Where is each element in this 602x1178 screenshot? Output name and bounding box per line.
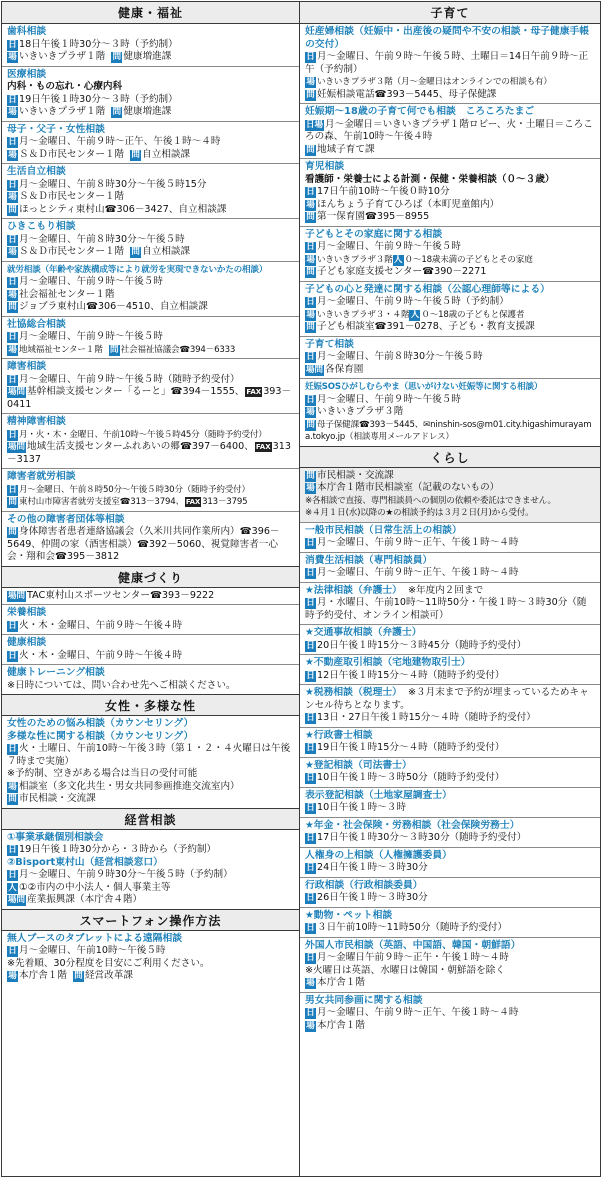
place-marker: 場 [8,107,17,117]
place-marker: 場 [306,77,315,87]
place-contact-marker: 場問 [8,387,26,397]
section-header-keiei: 経営相談 [2,808,299,830]
section-header-health: 健康・福祉 [2,2,299,24]
place-contact-marker: 場問 [8,590,26,601]
entry-date: 月～金曜日＝いきいきプラザ１階ロビー、火・土曜日＝ころころの森、午前10時～午後４時 [305,118,593,142]
contact-marker: 問 [8,302,17,312]
entry-place: 本庁舎１階 [317,977,365,988]
left-column [2,2,300,1176]
entry-title: 外国人市民相談（英語、中国語、韓国・朝鮮語） [305,939,521,951]
entry-note: ※先着順、30分程度を目安にご利用ください。 [7,957,210,969]
entry-seikatsu [2,164,299,219]
entry-fax: 393－0411 [7,386,292,410]
entry-title: ★法律相談（弁護士） [305,584,402,596]
fax-marker: FAX [246,388,262,396]
entry-ninsanpu [300,24,600,104]
person-marker: 人 [8,882,17,893]
entry-kotsu [300,625,600,655]
entry-title: 人権身の上相談（人権擁護委員） [305,849,452,861]
entry-place: TAC東村山スポーツセンター☎393－9222 [27,589,215,601]
entry-gyosei [300,728,600,758]
entry-contact: 子ども家庭支援センター☎390－2271 [317,266,487,277]
place-marker: 場 [8,289,17,300]
entry-shuro [2,262,299,317]
entry-sonota [2,512,299,566]
entry-josei [2,716,299,808]
date-marker: 日 [306,833,315,843]
entry-date: 10日午後１時～３時 [317,802,406,813]
place-marker: 場 [306,407,315,417]
entry-ikuji [300,159,600,227]
date-marker: 日 [306,568,315,578]
place-marker: 場 [306,309,315,320]
contact-marker: 問 [306,470,315,481]
entry-place: Ｓ＆Ｄ市民センター１階 [19,148,125,160]
entry-title: その他の障害者団体等相談 [7,513,125,525]
entry-title: ★税務相談（税理士） [305,687,402,698]
entry-title: ★年金・社会保険・労務相談（社会保険労務士） [305,819,520,831]
entry-fudosan [300,655,600,685]
place-marker: 場 [8,149,17,160]
entry-title: 妊娠SOSひがしむらやま（思いがけない妊娠等に関する相談） [305,382,543,392]
entry-smart [2,931,299,985]
place-contact-marker: 場問 [306,364,324,375]
entry-title: ★不動産取引相談（宅地建物取引士） [305,657,471,668]
entry-title: ひきこもり相談 [7,221,76,232]
entry-keiei [2,830,299,909]
entry-title: 行政相談（行政相談委員） [305,879,423,891]
date-marker: 日 [8,845,17,855]
entry-date: 月～金曜日、午前８時30分～午後５時15分 [19,178,207,190]
entry-contact: 妊娠相談電話☎393－5445、母子保健課 [317,88,497,100]
date-marker: 日 [306,538,315,548]
entry-contact: 市民相談・交流課 [19,793,96,804]
entry-contact: 地域子育て課 [317,143,375,155]
date-marker: 日 [8,744,17,754]
entry-date: 火・木・金曜日、午前９時～午後４時 [19,619,183,631]
entry-contact: 社会福祉協議会☎394－6333 [120,344,236,355]
place-marker: 場 [8,52,17,62]
date-marker: 日 [306,670,315,681]
entry-date: 月～金曜日、午前９時～午後５時 [317,393,461,405]
entry-contact: 経営改革課 [84,970,133,981]
entry-date: 月・水曜日、午前10時～11時50分・午後１時～３時30分（随時予約受付、オンライン相談可） [305,597,587,621]
entry-ippan [300,523,600,553]
entry-title-2: ②Bisport東村山（経営相談窓口） [7,856,163,868]
entry-date: 26日午後１時～３時30分 [317,892,428,903]
entry-shogai [2,359,299,414]
place-marker: 場 [8,344,17,355]
date-marker: 日 [306,187,315,197]
entry-shogai-shuro [2,469,299,512]
entry-person: ０～18歳未満の子どもとその家庭 [404,254,533,265]
fax-marker: FAX [185,498,201,506]
entry-contact: 母子保健課☎393－5445、✉ninshin-sos@m01.city.higashimurayama.tokyo.jp（相談専用メールアドレス） [305,419,592,442]
section-header-kenkou: 健康づくり [2,566,299,588]
date-marker: 日 [306,863,315,873]
entry-date: 月～金曜日、午前９時～午後５時 [19,276,163,287]
contact-marker: 問 [306,144,315,155]
contact-marker: 問 [306,322,315,332]
contact-marker: 問 [306,419,315,430]
entry-contact: 市民相談・交流課 [317,469,394,481]
date-marker: 日 [8,94,17,105]
entry-kodomo-katei [300,227,600,282]
entry-title: 無人ブースのタブレットによる遠隔相談 [7,932,183,944]
entry-title: 子どもの心と発達に関する相談（公認心理師等による） [305,283,550,295]
entry-title: ★登記相談（司法書士） [305,759,412,771]
entry-person: ０～18歳の子どもと保護者 [421,309,525,320]
entry-place: 地域福祉センター１階 [19,344,103,355]
entry-note: ※３月末まで予約が埋まっているためキャンセル待ちとなります。 [305,687,589,711]
entry-gyosei2 [300,878,600,908]
entry-place: いきいきプラザ３階（月～金曜日はオンラインでの相談も有） [317,77,552,87]
contact-marker: 問 [131,149,140,160]
entry-korokoro [300,104,600,159]
date-marker: 日 [306,893,315,903]
entry-sub: 看護師・栄養士による計測・保健・栄養相談（０～３歳） [305,173,555,185]
entry-date: 月～金曜日、午前９時～午後５時、土曜日＝14日午前９時～正午（予約制） [305,51,589,75]
entry-contact: 第一保育園☎395－8955 [317,211,430,222]
entry-sub: 内科・もの忘れ・心療内科 [7,81,123,92]
entry-title: ★動物・ペット相談 [305,909,393,921]
entry-title: 医療相談 [7,68,47,80]
entry-zeimu [300,685,600,728]
entry-title: 健康トレーニング相談 [7,667,105,678]
entry-kokoro [300,282,600,337]
date-marker: 日 [306,394,315,405]
entry-date: 月～金曜日、午前８時30分～午後５時 [19,233,185,245]
place-contact-marker: 場問 [8,895,26,905]
contact-marker: 問 [8,794,17,804]
contact-marker: 問 [109,344,119,355]
entry-kenkou-place [2,588,299,606]
entry-sos [300,379,600,446]
entry-kosodate-soudan [300,337,600,380]
date-marker: 日 [306,640,315,651]
date-marker: 日 [8,39,17,50]
entry-date: 12日午後１時15分～４時（随時予約受付） [317,669,505,681]
entry-date: 月～金曜日、午前９時～正午、午後１時～４時 [317,567,519,578]
contact-marker: 問 [8,527,17,537]
entry-place: 本庁舎１階 [19,970,67,981]
date-marker: 日 [306,953,315,963]
entry-date: 月～金曜日、午前８時30分～午後５時 [317,351,483,362]
date-marker: 日 [306,923,315,933]
entry-date: 18日午後１時30分～３時（予約制） [19,38,178,50]
entry-dobutsu [300,908,600,938]
contact-marker: 問 [8,497,17,507]
entry-gaikoku [300,938,600,993]
date-place-marker: 日場 [306,119,324,130]
entry-contact: ほっとシティ東村山☎306－3427、自立相談課 [19,203,227,215]
entry-date: 20日午後１時15分～３時45分（随時予約受付） [317,639,527,651]
entry-hyoji [300,788,600,818]
entry-title: 母子・父子・女性相談 [7,123,105,135]
date-marker: 日 [306,803,315,813]
entry-place: いきいきプラザ１階 [19,106,106,117]
entry-date: 24日午後１時～３時30分 [317,862,428,873]
contact-marker: 問 [131,247,140,257]
entry-date: 月～金曜日、午前９時～正午、午後１時～４時 [19,136,221,147]
entry-training [2,665,299,694]
entry-nenkin [300,818,600,848]
entry-place: 本庁舎１階 [317,1019,365,1031]
entry-note: ※年度内２回まで [407,584,484,596]
entry-iryo [2,67,299,122]
entry-contact: 身体障害者患者連絡協議会（久米川共同作業所内）☎396－5649、仲間の家（酒害相談）☎392－5060、視覚障害者一心会・翔和会☎395－3812 [7,526,280,562]
entry-shohi [300,553,600,583]
date-marker: 日 [8,870,17,880]
entry-horitsu [300,583,600,626]
section-header-smartphone: スマートフォン操作方法 [2,909,299,931]
entry-title: 表示登記相談（土地家屋調査士） [305,789,452,801]
person-marker: 人 [410,309,419,320]
entry-place: いきいきプラザ３階 [317,406,404,417]
entry-date: 10日午後１時～３時50分（随時予約受付） [317,772,505,783]
contact-marker: 問 [74,971,83,981]
entry-note: ※火曜日は英語、水曜日は韓国・朝鮮語を除く [305,964,505,976]
entry-date-2: 月～金曜日、午前９時30分～午後５時（予約制） [19,869,233,880]
entry-date: 月～金曜日、午前９時～午後５時 [317,241,461,252]
entry-note: ※各相談で直接、専門相談員への個別の依頼や委託はできません。 [305,495,556,506]
entry-hikikomori [2,219,299,262]
entry-contact: 各保育園 [325,363,364,375]
right-column [300,2,600,1176]
contact-marker: 問 [112,107,122,117]
date-marker: 日 [306,713,315,723]
entry-title: 栄養相談 [7,607,47,618]
entry-date: 火・土曜日、午前10時～午後３時（第１・２・４火曜日は午後７時まで実施） [7,743,291,767]
date-marker: 日 [306,743,315,753]
entry-title-2: 多様な性に関する相談（カウンセリング） [7,730,194,742]
section-header-kurashi: くらし [300,446,600,468]
date-marker: 日 [8,620,17,631]
entry-title: 一般市民相談（日常生活上の相談） [305,524,462,536]
entry-boshi [2,122,299,165]
date-marker: 日 [306,297,315,307]
entry-title: 歯科相談 [7,26,47,37]
date-marker: 日 [8,429,17,440]
entry-title: 育児相談 [305,161,345,172]
date-marker: 日 [306,242,315,252]
date-marker: 日 [8,946,17,956]
entry-shika [2,24,299,67]
contact-marker: 問 [112,52,122,62]
person-marker: 人 [393,254,403,265]
entry-contact: 基幹相談支援センター「るーと」☎394－1555、 [27,386,245,397]
entry-date: 月～金曜日、午前９時～午後５時（随時予約受付） [19,373,240,385]
entry-date: 月～金曜日、午前９時～午後５時（予約制） [317,296,509,307]
entry-shakyo [2,317,299,360]
entry-title: 生活自立相談 [7,166,66,177]
place-marker: 場 [306,483,315,493]
contact-marker: 問 [8,204,17,215]
entry-kenko-soudan [2,635,299,665]
entry-seishin [2,414,299,469]
date-marker: 日 [8,234,17,245]
entry-title: ★交通事故相談（弁護士） [305,627,422,638]
entry-place: Ｓ＆Ｄ市民センター１階 [19,191,125,202]
place-contact-marker: 場問 [8,442,26,452]
section-header-josei: 女性・多様な性 [2,694,299,716]
place-marker: 場 [306,978,315,988]
entry-title: 障害相談 [7,361,47,372]
entry-contact: 子ども相談室☎391－0278、子ども・教育支援課 [317,321,535,332]
entry-contact: 自立相談課 [142,246,191,257]
place-marker: 場 [8,781,17,792]
date-marker: 日 [306,1008,315,1018]
entry-place: いきいきプラザ３階 [317,254,393,265]
entry-date: 月～金曜日、午前９時～正午、午後１時～４時 [317,1007,519,1018]
entry-contact: ジョブラ東村山☎306－4510、自立相談課 [19,301,208,312]
entry-person: ①②市内の中小法人・個人事業主等 [19,881,171,893]
entry-note: ※日時については、問い合わせ先へご相談ください。 [7,679,236,691]
contact-marker: 問 [306,267,315,277]
date-marker: 日 [8,374,17,385]
entry-contact: 健康増進課 [123,106,172,117]
entry-eiyo [2,605,299,635]
entry-contact: 東村山市障害者就労支援室☎313－3794、 [19,497,184,507]
entry-contact: 地域生活支援センターふれあいの郷☎397－6400、 [27,441,254,452]
entry-date: 19日午後１時30分から・３時から（予約制） [19,844,217,855]
entry-title: 妊娠期～18歳の子育て何でも相談 ころころたまご [305,106,535,117]
entry-date: 19日午後１時15分～４時（随時予約受付） [317,742,505,753]
date-marker: 日 [8,137,17,147]
entry-date: 火・木・金曜日、午前９時～午後４時 [19,649,183,661]
entry-date: 17日午前10時～午後０時10分 [317,186,450,197]
entry-place: いきいきプラザ３・４階 [317,309,410,320]
entry-title: 就労相談（年齢や家族構成等により就労を実現できないかたの相談） [7,264,268,275]
entry-place: いきいきプラザ１階 [19,51,106,62]
entry-date: 月～金曜日、午前10時～午後５時 [19,945,166,956]
entry-danjo [300,993,600,1035]
place-marker: 場 [8,192,17,202]
entry-contact: 産業振興課（本庁舎４階） [27,894,143,905]
entry-title: 精神障害相談 [7,416,66,427]
entry-title: 子育て相談 [305,338,354,350]
entry-note: ※予約制、空きがある場合は当日の受付可能 [7,768,198,779]
entry-fax: 313－3795 [202,497,248,507]
entry-place: 本庁舎１階市民相談室（記載のないもの） [317,482,500,493]
entry-date: 月～金曜日、午前８時50分～午後５時30分（随時予約受付） [19,484,250,495]
consultation-table [1,1,601,1177]
date-marker: 日 [8,332,17,342]
section-header-kosodate: 子育て [300,2,600,24]
entry-title: 男女共同参画に関する相談 [305,994,423,1006]
entry-place: Ｓ＆Ｄ市民センター１階 [19,246,125,257]
place-marker: 場 [306,1020,315,1031]
entry-jinken [300,848,600,878]
entry-toki [300,758,600,788]
entry-date: 13日・27日午後１時15分～４時（随時予約受付） [317,712,536,723]
entry-title: 障害者就労相談 [7,471,76,482]
date-marker: 日 [8,650,17,661]
entry-title: ①事業承継個別相談会 [7,831,104,843]
entry-note-2: ※４月１日(水)以降の★の相談予約は３月２日(月)から受付。 [305,508,534,518]
place-marker: 場 [8,247,17,257]
date-marker: 日 [306,52,315,62]
date-marker: 日 [306,598,315,608]
entry-date: 17日午後１時30分～３時30分（随時予約受付） [317,832,527,843]
entry-date: 月～金曜日、午前９時～正午、午後１時～４時 [317,537,519,548]
date-marker: 日 [8,179,17,190]
entry-title: 子どもとその家庭に関する相談 [305,228,443,240]
entry-date: 19日午後１時30分～３時（予約制） [19,93,178,105]
entry-fax: 313－3137 [7,441,291,465]
entry-contact: 自立相談課 [142,148,191,160]
date-marker: 日 [306,773,315,783]
date-marker: 日 [8,484,17,495]
place-marker: 場 [306,199,315,210]
place-marker: 場 [306,254,315,265]
entry-place: 社会福祉センター１階 [19,288,115,300]
entry-title: 妊産婦相談（妊娠中・出産後の疑問や不安の相談・母子健康手帳の交付） [305,26,590,50]
contact-marker: 問 [306,89,315,100]
place-marker: 場 [8,971,17,981]
entry-date: ３日午前10時～11時50分（随時予約受付） [317,922,508,933]
entry-place: 相談室（多文化共生・男女共同参画推進交流室内） [19,780,240,792]
entry-title: 健康相談 [7,637,47,648]
entry-title: 社協総合相談 [7,318,66,330]
entry-date: 月・火・木・金曜日、午前10時～午後５時45分（随時予約受付） [19,429,267,440]
contact-marker: 問 [306,212,315,222]
entry-title: 女性のための悩み相談（カウンセリング） [7,718,194,729]
fax-marker: FAX [255,443,271,451]
entry-kurashi-info [300,468,600,523]
date-marker: 日 [8,277,17,287]
entry-date: 月～金曜日午前９時～正午・午後１時～４時 [317,952,509,963]
entry-title: 消費生活相談（専門相談員） [305,554,433,566]
entry-place: ほんちょう子育てひろば（本町児童館内） [317,198,500,210]
entry-date: 月～金曜日、午前９時～午後５時 [19,331,163,342]
entry-title: ★行政書士相談 [305,729,373,741]
entry-contact: 健康増進課 [123,51,172,62]
date-marker: 日 [306,352,315,362]
